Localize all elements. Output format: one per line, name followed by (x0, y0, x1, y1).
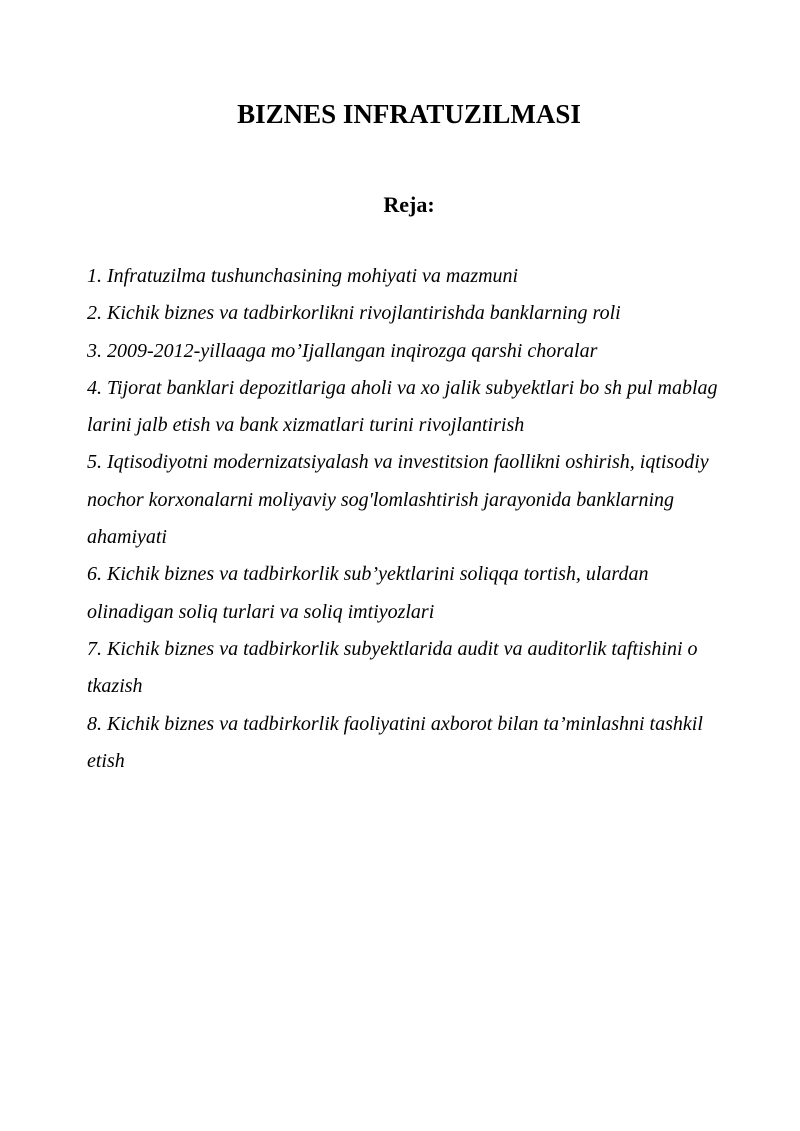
plan-item-4: 4. Tijorat banklari depozitlariga aholi va xo jalik subyektlari bo sh pul mablag larini jalb etish va bank xizmatlari turini rivojlantirish (87, 376, 718, 437)
plan-item-7: 7. Kichik biznes va tadbirkorlik subyektlarida audit va auditorlik taftishini o tkazish (87, 637, 698, 698)
document-title: BIZNES INFRATUZILMASI (237, 99, 581, 129)
plan-item-6: 6. Kichik biznes va tadbirkorlik sub’yektlarini soliqqa tortish, ulardan olinadigan soliq turlari va soliq imtiyozlari (87, 563, 649, 623)
plan-item-8: 8. Kichik biznes va tadbirkorlik faoliyatini axborot bilan ta’minlashni tashkil etish (87, 712, 703, 772)
plan-list (87, 258, 737, 780)
plan-item-5: 5. Iqtisodiyotni modernizatsiyalash va investitsion faollikni oshirish, iqtisodiy nochor korxonalarni moliyaviy sog'lomlashtirish jarayonida banklarning ahamiyati (87, 451, 709, 549)
plan-item-2: 2. Kichik biznes va tadbirkorlikni rivojlantirishda banklarning roli (87, 302, 621, 325)
plan-item-3: 3. 2009-2012-yillaaga mo’Ijallangan inqirozga qarshi choralar (87, 339, 598, 362)
plan-heading: Reja: (383, 192, 435, 217)
plan-item-1: 1. Infratuzilma tushunchasining mohiyati va mazmuni (87, 265, 519, 287)
